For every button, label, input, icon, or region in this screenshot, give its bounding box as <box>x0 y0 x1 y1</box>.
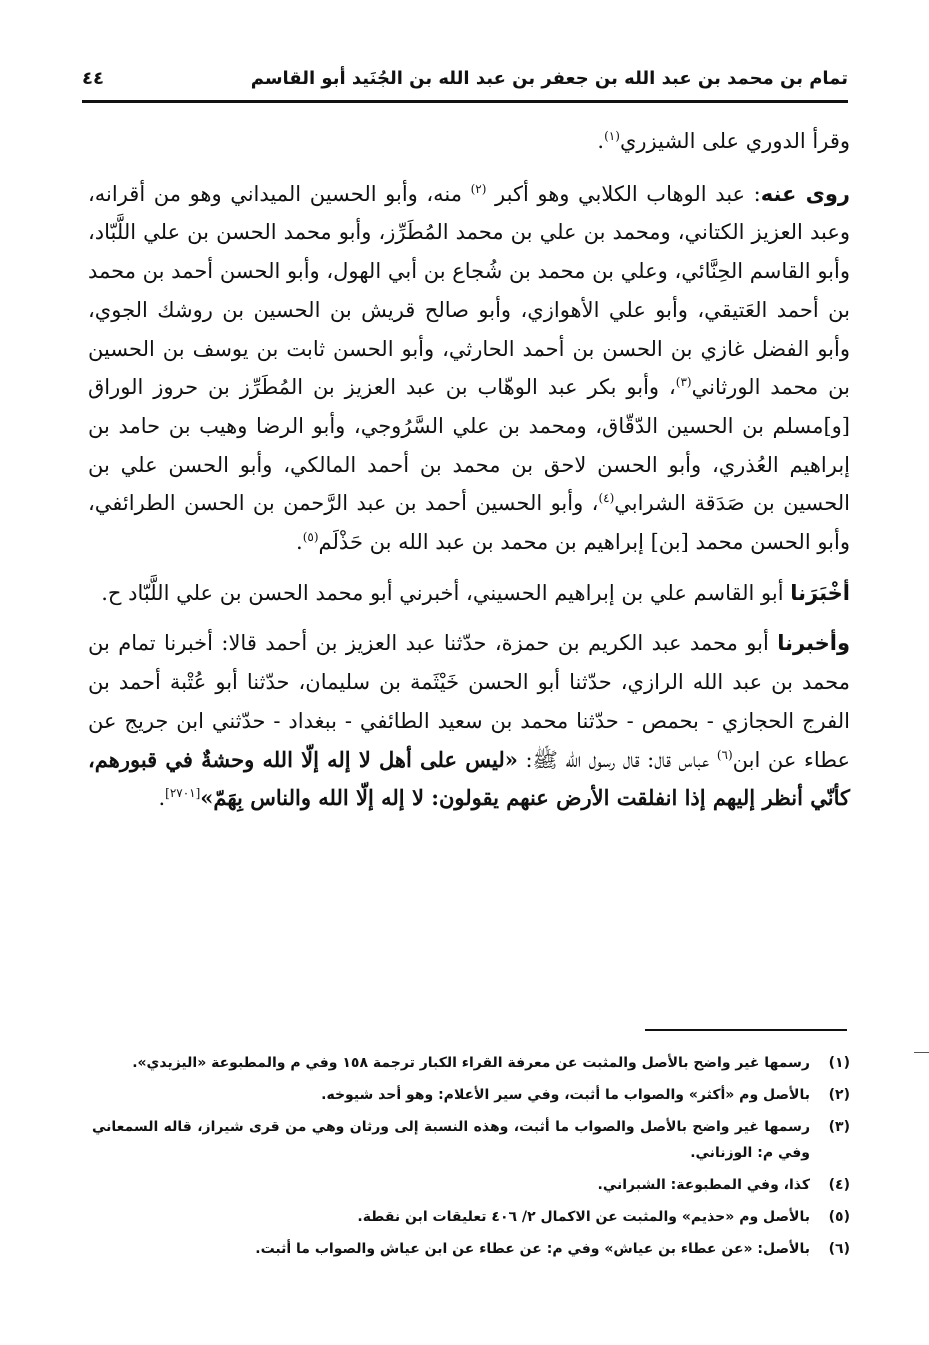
p2-text-a: : عبد الوهاب الكلابي وهو أكبر <box>495 181 761 206</box>
paragraph-3 <box>88 574 850 613</box>
hadith-number: [٢٧٠١] <box>165 786 201 801</box>
paragraph-2 <box>88 175 850 562</box>
footnote-6 <box>92 1236 850 1262</box>
keyword-akhbarana: أخْبَرَنا <box>790 580 850 605</box>
p4-text-b: عباس قال: قال رسول الله ﷺ: <box>525 747 710 772</box>
footnote-text: رسمها غير واضح بالأصل والصواب ما أثبت، وهذه النسبة إلى ورثان وهي من قرى شيراز، قاله السمعاني وفي م: الوزناني. <box>92 1119 810 1161</box>
p3-text: أبو القاسم علي بن إبراهيم الحسيني، أخبرني أبو محمد الحسن بن علي اللَّبّاد ح. <box>101 580 784 605</box>
page-number: ٤٤ <box>82 67 104 89</box>
p2-text-c: ، وأبو بكر عبد الوهّاب بن عبد العزيز بن المُطَرِّز بن حروز الوراق [و]مسلم بن الحسين الدّقّاق، ومحمد بن علي السَّرُوجي، وأبو الرضا وهيب بن حامد بن إبراهيم العُذري، وأبو الحسن لاحق بن محمد بن أحمد المالكي، وأبو الحسن علي بن الحسين بن صَدَقة الشرابي <box>88 375 851 516</box>
footnote-2 <box>92 1082 850 1108</box>
footnote-number: (٣) <box>828 1119 850 1135</box>
p1-text: وقرأ الدوري على الشيزري <box>619 129 850 153</box>
footnote-ref-1: (١) <box>604 129 620 143</box>
paragraph-1 <box>88 122 850 161</box>
footnote-separator <box>645 1029 847 1031</box>
footnote-number: (٥) <box>828 1209 850 1225</box>
main-text <box>88 122 850 830</box>
footnote-number: (٤) <box>828 1177 850 1193</box>
footnote-text: كذا، وفي المطبوعة: الشبراني. <box>597 1177 810 1193</box>
margin-mark <box>914 1052 929 1053</box>
footnote-number: (٦) <box>828 1241 850 1257</box>
footnote-text: بالأصل وم «أكثر» والصواب ما أثبت، وفي سير الأعلام: وهو أحد شيوخه. <box>321 1087 810 1103</box>
footnote-1 <box>92 1050 850 1076</box>
footnote-4 <box>92 1172 850 1198</box>
footnote-3 <box>92 1114 850 1166</box>
header-rule <box>82 100 848 103</box>
running-title: تمام بن محمد بن عبد الله بن جعفر بن عبد الله بن الجُنَيد أبو القاسم <box>250 67 848 89</box>
footnote-text: بالأصل وم «حذيم» والمثبت عن الاكمال ٢/ ٤٠٦ تعليقات ابن نقطة. <box>357 1209 810 1225</box>
footnote-text: رسمها غير واضح بالأصل والمثبت عن معرفة القراء الكبار ترجمة ١٥٨ وفي م والمطبوعة «اليزيدي». <box>132 1055 810 1071</box>
p2-text-d: ، وأبو الحسين أحمد بن عبد الرَّحمن بن الحسن الطرائفي، وأبو الحسن محمد [بن] إبراهيم بن محمد بن عبد الله بن حَذْلَم <box>88 491 850 555</box>
p2-end: . <box>296 530 303 555</box>
keyword-rawa-anhu: روى عنه <box>760 181 851 206</box>
hadith-text: «ليس على أهل لا إله إلّا الله وحشةٌ في قبورهم، كأنّي أنظر إليهم إذا انفلقت الأرض عنهم يقولون: لا إله إلّا الله والناس بِهَمّ» <box>88 746 850 811</box>
p4-end: . <box>158 786 166 811</box>
footnotes <box>92 1050 850 1268</box>
footnote-number: (٢) <box>828 1087 850 1103</box>
footnote-ref-2: (٢) <box>470 181 487 196</box>
keyword-wa-akhbarana: وأخبرنا <box>777 631 850 656</box>
p2-text-b: منه، وأبو الحسين الميداني وهو من أقرانه، وعبد العزيز الكتاني، ومحمد بن علي بن محمد المُطَرِّز، وأبو محمد الحسن بن علي اللَّبّاد، وأبو القاسم الحِنَّائي، وعلي بن محمد بن شُجاع بن أبي الهول، وأبو الحسن أحمد بن محمد بن أحمد العَتيقي، وأبو علي الأهوازي، وأبو صالح قريش بن الحسين بن روشك الجوي، وأبو الفضل غازي بن الحسن بن أحمد الحارثي، وأبو الحسن ثابت بن يوسف بن الحسين بن محمد الورثاني <box>88 181 851 400</box>
footnote-number: (١) <box>828 1055 850 1071</box>
footnote-ref-5: (٥) <box>302 530 319 545</box>
footnote-ref-3: (٣) <box>675 375 692 390</box>
page-header <box>82 58 848 98</box>
p1-end: . <box>597 129 605 153</box>
footnote-5 <box>92 1204 850 1230</box>
paragraph-4 <box>88 624 850 818</box>
footnote-ref-4: (٤) <box>598 491 615 506</box>
footnote-text: بالأصل: «عن عطاء بن عياش» وفي م: عن عطاء عن ابن عياش والصواب ما أثبت. <box>255 1241 810 1257</box>
footnote-ref-6: (٦) <box>716 747 733 762</box>
p4-text-a: أبو محمد عبد الكريم بن حمزة، حدّثنا عبد العزيز بن أحمد قالا: أخبرنا تمام بن محمد بن عبد الله الرازي، حدّثنا أبو الحسن خَيْثَمة بن سليمان، حدّثنا أبو عُتْبة أحمد بن الفرج الحجازي - بحمص - حدّثنا محمد بن سعيد الطائفي - ببغداد - حدّثني ابن جريج عن عطاء عن ابن <box>88 631 850 772</box>
